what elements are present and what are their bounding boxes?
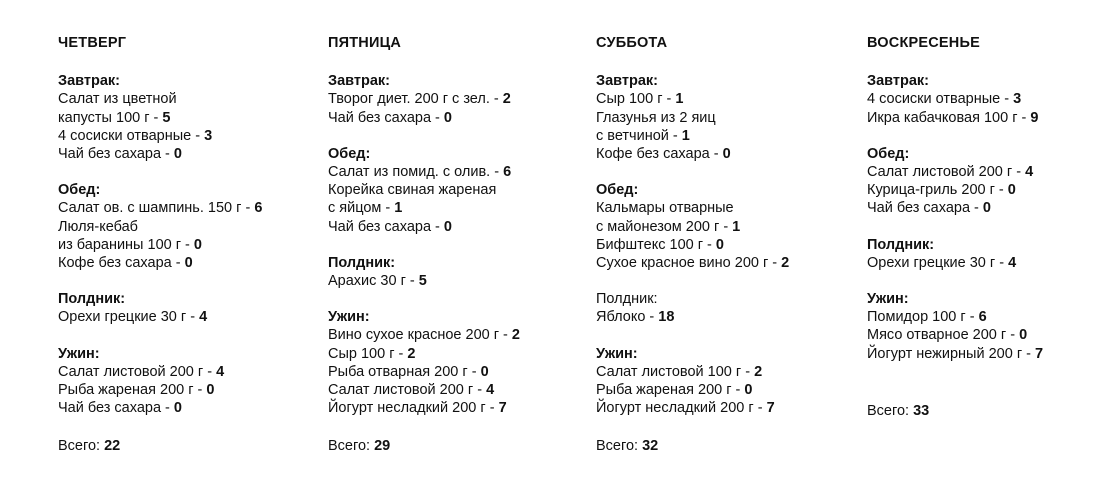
meal-item	[328, 181, 583, 199]
meal-item-points: 2	[502, 91, 511, 108]
meal-block	[596, 181, 851, 272]
day-title: СУББОТА	[596, 35, 668, 51]
meal-item-text: Чай без сахара -	[58, 400, 174, 417]
meal-item	[867, 308, 1100, 326]
meal-block	[867, 290, 1100, 363]
meal-title: Полдник:	[596, 291, 658, 308]
meal-item-text: с яйцом -	[328, 200, 395, 217]
meal-item-text: Салат листовой 200 г -	[867, 164, 1026, 181]
day-total	[328, 437, 390, 455]
meal-title: Полдник:	[328, 254, 396, 271]
meal-item	[596, 127, 851, 145]
meal-title: Завтрак:	[867, 73, 929, 90]
day-title: ВОСКРЕСЕНЬЕ	[867, 35, 980, 51]
meal-item-text: Мясо отварное 200 г -	[867, 327, 1020, 344]
meal-item	[596, 254, 851, 272]
meal-item	[596, 109, 851, 127]
meal-item-text: Салат листовой 200 г -	[58, 363, 217, 380]
meal-item-text: Бифштекс 100 г -	[596, 236, 716, 253]
meal-item-points: 0	[173, 400, 182, 417]
meal-item-text: Йогурт нежирный 200 г -	[867, 345, 1036, 362]
meal-item-points: 5	[162, 109, 171, 126]
day-column	[58, 34, 313, 454]
meal-item	[867, 199, 1100, 217]
meal-item-text: Арахис 30 г -	[328, 273, 419, 290]
meal-item	[596, 90, 851, 108]
meal-item-points: 0	[982, 200, 991, 217]
meal-item-text: Творог диет. 200 г с зел. -	[328, 91, 503, 108]
meal-title: Завтрак:	[58, 73, 120, 90]
meal-item-text: 4 сосиски отварные -	[867, 91, 1014, 108]
meal-item	[328, 272, 583, 290]
meal-item	[596, 145, 851, 163]
meal-item-text: Чай без сахара -	[328, 218, 444, 235]
meal-item	[596, 381, 851, 399]
meal-block	[328, 308, 583, 417]
meal-item-points: 3	[1013, 91, 1022, 108]
meal-item	[328, 218, 583, 236]
meal-item-points: 7	[766, 400, 775, 417]
meal-item-points: 4	[486, 382, 495, 399]
meal-item	[58, 199, 313, 217]
meal-block	[58, 290, 313, 326]
meal-title: Полдник:	[58, 291, 126, 308]
meal-item	[58, 109, 313, 127]
meal-item-text: Кофе без сахара -	[58, 255, 185, 272]
meal-item-points: 4	[1008, 254, 1017, 271]
meal-title: Полдник:	[867, 236, 935, 253]
meal-item	[596, 308, 851, 326]
meal-item	[596, 236, 851, 254]
day-column	[867, 34, 1100, 419]
meal-item	[867, 163, 1100, 181]
meal-item-text: Рыба жареная 200 г -	[58, 382, 207, 399]
meal-item	[328, 109, 583, 127]
total-value: 32	[642, 438, 659, 454]
total-value: 33	[913, 403, 930, 419]
meal-item-points: 9	[1030, 109, 1039, 126]
meal-item-text: Орехи грецкие 30 г -	[867, 254, 1009, 271]
meal-item-points: 7	[1035, 345, 1044, 362]
meal-item	[867, 90, 1100, 108]
meal-item	[328, 381, 583, 399]
meal-item-points: 0	[184, 255, 193, 272]
meal-item	[867, 326, 1100, 344]
meal-item-text: Яблоко -	[596, 309, 659, 326]
meal-item-text: капусты 100 г -	[58, 109, 163, 126]
meal-item-points: 4	[199, 309, 208, 326]
meal-item	[58, 399, 313, 417]
meal-title: Обед:	[328, 145, 371, 162]
meal-item-text: Орехи грецкие 30 г -	[58, 309, 200, 326]
day-total	[58, 437, 120, 455]
meal-item-text: из баранины 100 г -	[58, 236, 194, 253]
total-value: 29	[374, 438, 391, 454]
meal-item-points: 1	[394, 200, 403, 217]
meal-block	[328, 72, 583, 127]
day-title: ПЯТНИЦА	[328, 35, 402, 51]
meal-item-text: Чай без сахара -	[328, 109, 444, 126]
meal-item-points: 0	[206, 382, 215, 399]
meal-item	[58, 90, 313, 108]
day-title: ЧЕТВЕРГ	[58, 35, 127, 51]
meal-item-text: Чай без сахара -	[58, 146, 174, 163]
meal-item-points: 0	[193, 236, 202, 253]
meal-item-points: 0	[1007, 182, 1016, 199]
meal-block	[867, 145, 1100, 218]
meal-title: Ужин:	[58, 345, 100, 362]
meal-block	[58, 181, 313, 272]
meal-item-text: Йогурт несладкий 200 г -	[596, 400, 767, 417]
meal-item	[867, 109, 1100, 127]
meal-item-points: 2	[407, 345, 416, 362]
meal-item	[596, 218, 851, 236]
meal-block	[596, 345, 851, 418]
meal-item	[58, 363, 313, 381]
meal-title: Ужин:	[596, 345, 638, 362]
meal-item-text: Корейка свиная жареная	[328, 182, 497, 199]
meal-title: Завтрак:	[328, 73, 390, 90]
meal-item	[58, 145, 313, 163]
meal-item	[867, 254, 1100, 272]
meal-item-points: 2	[511, 327, 520, 344]
meal-item-text: с ветчиной -	[596, 127, 682, 144]
meal-title: Обед:	[867, 145, 910, 162]
meal-item-text: Сухое красное вино 200 г -	[596, 255, 782, 272]
meal-item-text: Люля-кебаб	[58, 218, 138, 235]
meal-item-points: 18	[658, 309, 675, 326]
meal-item-points: 0	[715, 236, 724, 253]
meal-item-points: 6	[254, 200, 263, 217]
meal-item	[596, 363, 851, 381]
meal-item-points: 1	[732, 218, 741, 235]
meal-item-text: Кальмары отварные	[596, 200, 734, 217]
meal-item	[328, 363, 583, 381]
meal-item-points: 4	[1025, 164, 1034, 181]
meal-item-text: Икра кабачковая 100 г -	[867, 109, 1031, 126]
meal-item	[58, 381, 313, 399]
meal-item-text: Рыба жареная 200 г -	[596, 382, 745, 399]
total-label: Всего:	[867, 403, 914, 419]
meal-item	[58, 218, 313, 236]
day-total	[596, 437, 658, 455]
meal-item-points: 0	[744, 382, 753, 399]
meal-item-text: Сыр 100 г -	[328, 345, 408, 362]
total-label: Всего:	[328, 438, 375, 454]
meal-item-text: Йогурт несладкий 200 г -	[328, 400, 499, 417]
meal-block	[867, 236, 1100, 272]
day-total	[867, 402, 929, 420]
meal-item-text: Чай без сахара -	[867, 200, 983, 217]
meal-title: Ужин:	[867, 291, 909, 308]
meal-block	[328, 145, 583, 236]
meal-item	[328, 326, 583, 344]
meal-item-points: 0	[722, 146, 731, 163]
meal-item	[58, 254, 313, 272]
meal-item-points: 7	[498, 400, 507, 417]
meal-item-points: 1	[681, 127, 690, 144]
meal-item-text: Салат из цветной	[58, 91, 177, 108]
meal-item-points: 2	[781, 255, 790, 272]
meal-item-points: 6	[978, 309, 987, 326]
meal-item-points: 2	[754, 363, 763, 380]
meal-item-points: 0	[1019, 327, 1028, 344]
meal-item	[58, 308, 313, 326]
meal-block	[58, 72, 313, 163]
meal-item-text: Рыба отварная 200 г -	[328, 363, 481, 380]
meal-item-points: 4	[216, 363, 225, 380]
meal-item-text: Салат листовой 100 г -	[596, 363, 755, 380]
meal-item-text: Помидор 100 г -	[867, 309, 979, 326]
meal-item-text: Салат из помид. с олив. -	[328, 164, 504, 181]
meal-block	[596, 72, 851, 163]
meal-item	[867, 181, 1100, 199]
meal-item-points: 5	[418, 273, 427, 290]
meal-item-text: Сыр 100 г -	[596, 91, 676, 108]
meal-item	[328, 90, 583, 108]
meal-item-points: 1	[675, 91, 684, 108]
meal-title: Обед:	[596, 182, 639, 199]
meal-item	[328, 199, 583, 217]
meal-item-points: 6	[503, 164, 512, 181]
day-column	[596, 34, 851, 454]
meal-item-points: 0	[443, 218, 452, 235]
meal-item	[58, 127, 313, 145]
meal-item-text: Салат ов. с шампинь. 150 г -	[58, 200, 255, 217]
meal-item-text: с майонезом 200 г -	[596, 218, 733, 235]
meal-title: Ужин:	[328, 309, 370, 326]
meal-item-points: 0	[480, 363, 489, 380]
day-column	[328, 34, 583, 454]
total-label: Всего:	[58, 438, 105, 454]
meal-title: Обед:	[58, 182, 101, 199]
meal-title: Завтрак:	[596, 73, 658, 90]
meal-block	[596, 290, 851, 326]
meal-item	[867, 345, 1100, 363]
meal-item	[58, 236, 313, 254]
meal-item	[328, 163, 583, 181]
total-value: 22	[104, 438, 121, 454]
meal-item-text: 4 сосиски отварные -	[58, 127, 205, 144]
meal-item	[596, 399, 851, 417]
meal-item	[328, 345, 583, 363]
meal-item	[596, 199, 851, 217]
total-label: Всего:	[596, 438, 643, 454]
meal-block	[328, 254, 583, 290]
meal-item-text: Курица-гриль 200 г -	[867, 182, 1008, 199]
meal-item-points: 3	[204, 127, 213, 144]
meal-item-text: Вино сухое красное 200 г -	[328, 327, 512, 344]
meal-item-text: Салат листовой 200 г -	[328, 382, 487, 399]
meal-block	[58, 345, 313, 418]
meal-item	[328, 399, 583, 417]
meal-item-points: 0	[443, 109, 452, 126]
meal-item-text: Кофе без сахара -	[596, 146, 723, 163]
meal-item-text: Глазунья из 2 яиц	[596, 109, 716, 126]
meal-item-points: 0	[173, 146, 182, 163]
meal-block	[867, 72, 1100, 127]
